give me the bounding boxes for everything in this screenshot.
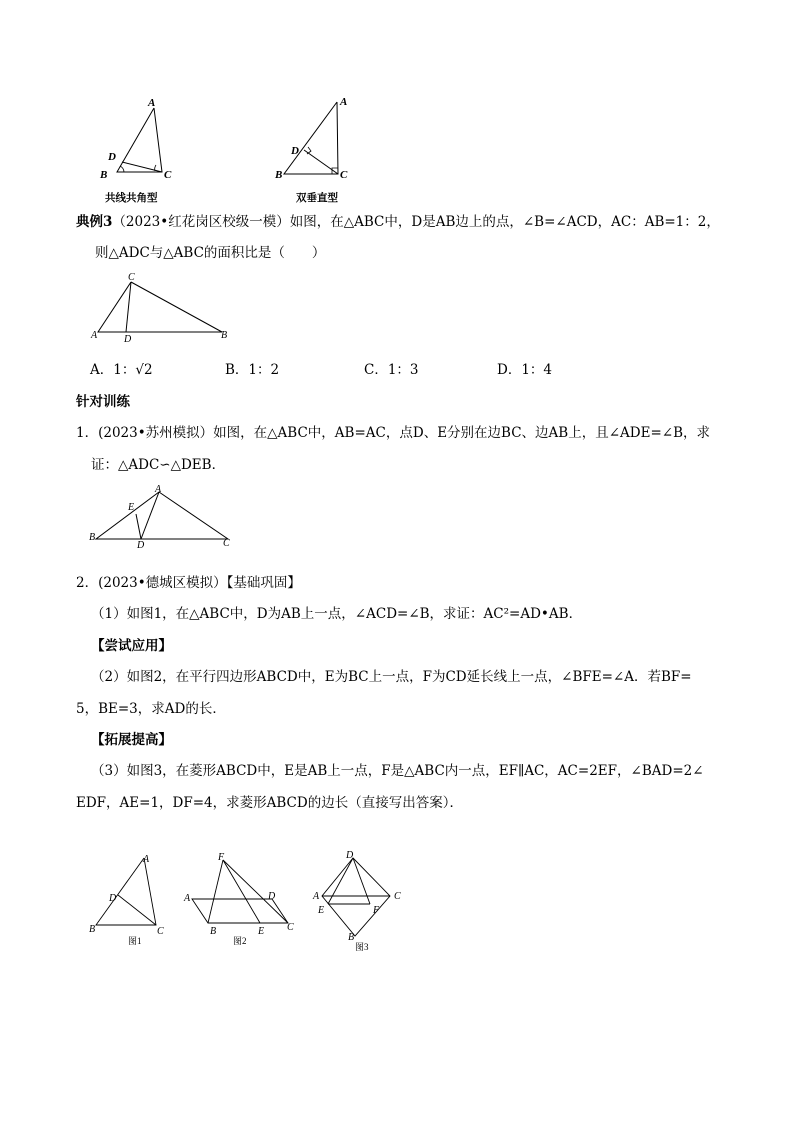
- point-c: C: [287, 922, 294, 933]
- figure2-caption: 图2: [233, 936, 247, 946]
- option-c: C．1：3: [364, 362, 419, 378]
- q2-figure2: [192, 860, 302, 940]
- point-a: A: [340, 96, 348, 108]
- point-a: A: [313, 891, 320, 902]
- option-a: A．1：√2: [90, 362, 153, 378]
- point-f: F: [373, 905, 380, 916]
- point-e: E: [128, 502, 135, 513]
- point-a: A: [143, 854, 150, 865]
- point-c: C: [340, 169, 348, 181]
- point-c: C: [164, 169, 172, 181]
- point-d: D: [137, 540, 145, 551]
- point-b: B: [89, 532, 96, 543]
- triangle-figure-left: [100, 98, 200, 188]
- point-b: B: [210, 926, 217, 937]
- q1-line1: 1．(2023•苏州模拟）如图，在△ABC中，AB=AC，点D、E分别在边BC、边AB上，且∠ADE=∠B，求: [76, 425, 710, 441]
- example-text1: 如图，在△ABC中，D是AB边上的点，∠B=∠ACD，AC：AB=1：2，: [289, 214, 720, 230]
- q2-part2-line1: （2）如图2，在平行四边形ABCD中，E为BC上一点，F为CD延长线上一点，∠BFE=∠A．若BF=: [91, 669, 692, 685]
- point-d: D: [291, 145, 299, 157]
- triangle-figure-right: [284, 98, 384, 188]
- point-a: A: [155, 484, 162, 495]
- point-c: C: [128, 272, 135, 283]
- q2-heading-extend: 【拓展提高】: [91, 732, 172, 748]
- example3-line2: 则△ADC与△ABC的面积比是（ ）: [95, 245, 326, 261]
- point-f: F: [218, 852, 225, 863]
- point-d: D: [109, 893, 117, 904]
- q2-line1: 2．(2023•德城区模拟）【基础巩固】: [76, 575, 301, 591]
- point-a: A: [184, 893, 191, 904]
- q2-part3-line1: （3）如图3，在菱形ABCD中，E是AB上一点，F是△ABC内一点，EF∥AC，AC=2EF，∠BAD=2∠: [91, 763, 704, 779]
- caption-collinear: 共线共角型: [105, 192, 158, 204]
- point-e: E: [318, 905, 325, 916]
- example-label: 典例3: [76, 214, 113, 230]
- caption-double-perpendicular: 双垂直型: [296, 192, 338, 204]
- example3-figure: [98, 272, 238, 342]
- point-c: C: [157, 926, 164, 937]
- training-title: 针对训练: [76, 394, 130, 410]
- point-b: B: [100, 169, 108, 181]
- point-e: E: [258, 926, 265, 937]
- point-d: D: [108, 151, 116, 163]
- q2-part1: （1）如图1，在△ABC中，D为AB上一点，∠ACD=∠B，求证：AC²=AD•AB．: [91, 606, 583, 622]
- q2-part2-line2: 5，BE=3，求AD的长．: [76, 701, 226, 717]
- figure3-caption: 图3: [355, 942, 369, 952]
- point-b: B: [348, 932, 355, 943]
- example-source: （2023•红花岗区校级一模）: [112, 214, 290, 230]
- point-b: B: [275, 169, 283, 181]
- q2-part3-line2: EDF，AE=1，DF=4，求菱形ABCD的边长（直接写出答案）．: [76, 795, 463, 811]
- option-b: B．1：2: [225, 362, 280, 378]
- q2-figure3: [322, 856, 402, 946]
- point-d: D: [346, 850, 354, 861]
- point-b: B: [221, 330, 228, 341]
- point-d: D: [124, 334, 132, 345]
- point-d: D: [268, 891, 276, 902]
- option-d: D．1：4: [497, 362, 553, 378]
- point-a: A: [91, 330, 98, 341]
- point-c: C: [394, 891, 401, 902]
- q2-figure1: [96, 858, 166, 938]
- figure1-caption: 图1: [128, 936, 142, 946]
- example3-line1: [76, 210, 720, 230]
- point-b: B: [89, 924, 96, 935]
- q2-heading-apply: 【尝试应用】: [91, 638, 172, 654]
- q1-line2: 证：△ADC∽△DEB．: [91, 457, 226, 473]
- point-c: C: [223, 538, 230, 549]
- point-a: A: [148, 97, 156, 109]
